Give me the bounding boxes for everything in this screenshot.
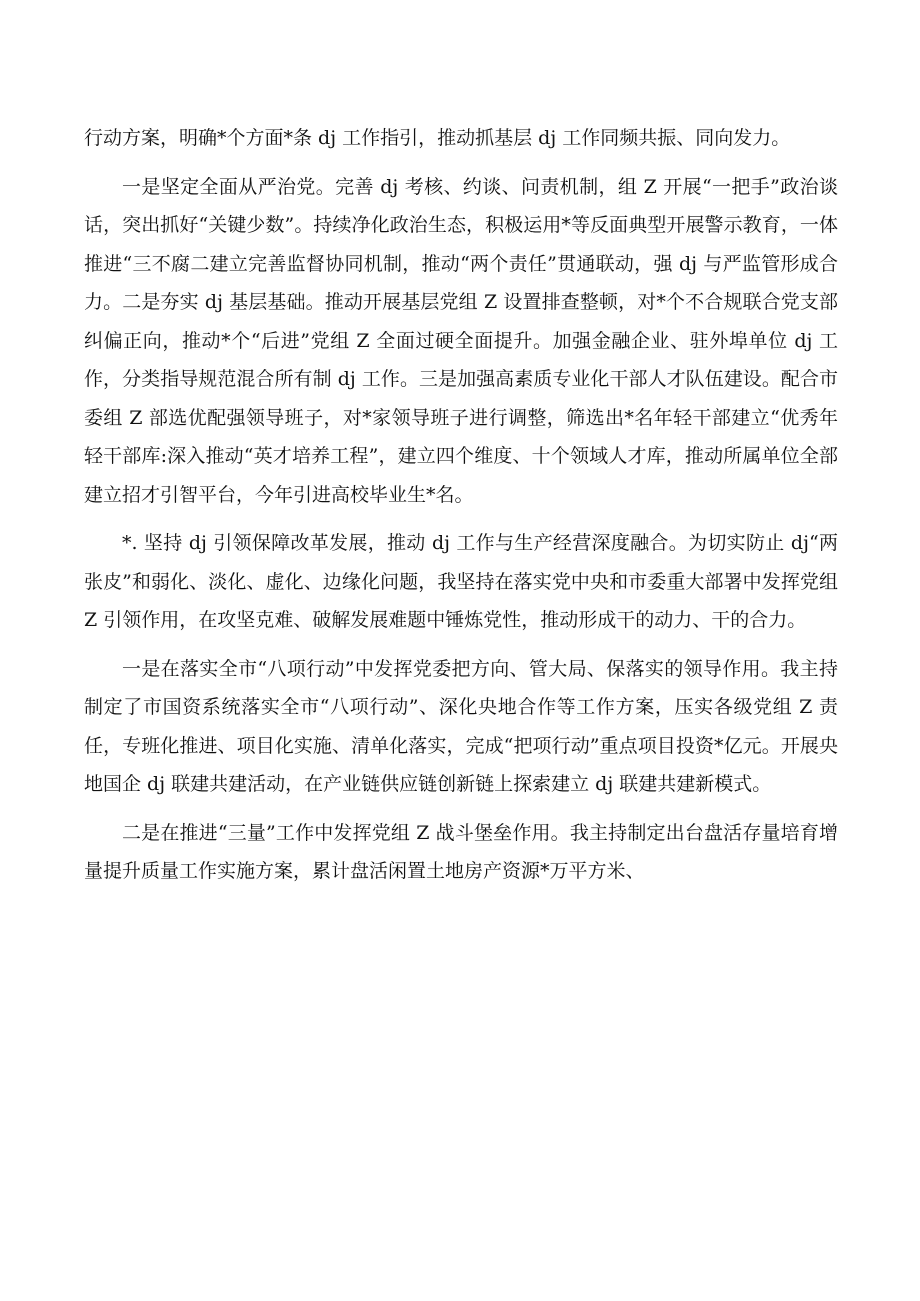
paragraph-eight-actions: 一是在落实全市“八项行动”中发挥党委把方向、管大局、保落实的领导作用。我主持制定了市国资系统落实全市“八项行动”、深化央地合作等工作方案，压实各级党组 Z 责任，专班化推进、项目化实施、清单化落实，完成“把项行动”重点项目投资*亿元。开展央地国企 dj 联建共建活动，在产业链供应链创新链上探索建立 dj 联建共建新模式。 — [84, 657, 838, 795]
paragraph-party-governance: 一是坚定全面从严治党。完善 dj 考核、约谈、问责机制，组 Z 开展“一把手”政治谈话，突出抓好“关键少数”。持续净化政治生态，积极运用*等反面典型开展警示教育，一体推进“三不腐二建立完善监督协同机制，推动“两个责任”贯通联动，强 dj 与严监管形成合力。二是夯实 dj 基层基础。推动开展基层党组 Z 设置排查整顿，对*个不合规联合党支部纠偏正向，推动*个“后进”党组 Z 全面过硬全面提升。加强金融企业、驻外埠单位 dj 工作，分类指导规范混合所有制 dj 工作。三是加强高素质专业化干部人才队伍建设。配合市委组 Z 部选优配强领导班子，对*家领导班子进行调整，筛选出*名年轻干部建立“优秀年轻干部库:深入推动“英才培养工程”，建立四个维度、十个领域人才库，推动所属单位全部建立招才引智平台，今年引进高校毕业生*名。 — [84, 175, 838, 506]
paragraph-continuation: 行动方案，明确*个方面*条 dj 工作指引，推动抓基层 dj 工作同频共振、同向发力。 — [84, 127, 791, 149]
paragraph-three-quantities: 二是在推进“三量”工作中发挥党组 Z 战斗堡垒作用。我主持制定出台盘活存量培育增量提升质量工作实施方案，累计盘活闲置土地房产资源*万平方米、 — [84, 821, 838, 882]
document-body — [84, 119, 838, 891]
paragraph-reform-development: *. 坚持 dj 引领保障改革发展，推动 dj 工作与生产经营深度融合。为切实防止 dj“两张皮”和弱化、淡化、虚化、边缘化问题，我坚持在落实党中央和市委重大部署中发挥党组 Z 引领作用，在攻坚克难、破解发展难题中锤炼党性，推动形成干的动力、干的合力。 — [84, 532, 838, 631]
